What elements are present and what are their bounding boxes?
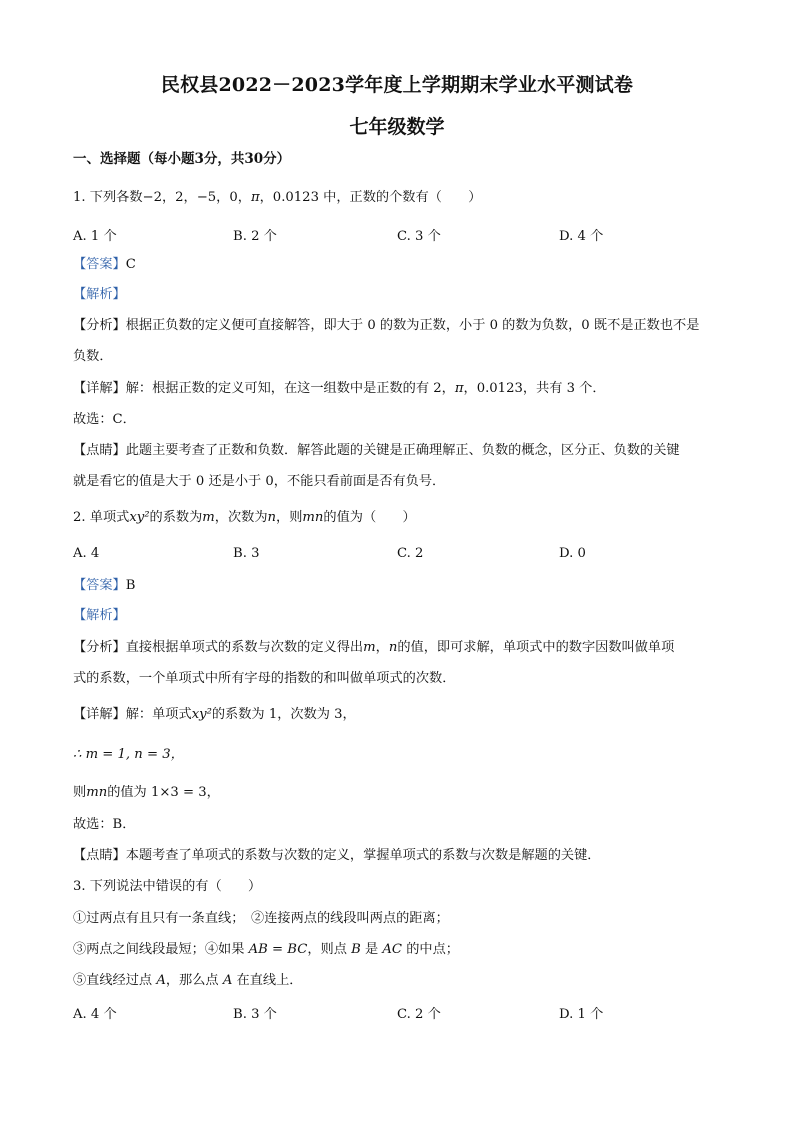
- question-text: 的系数为: [149, 510, 203, 525]
- point-b: B: [351, 942, 361, 957]
- statement-text: ⑤直线经过点: [73, 973, 157, 988]
- answer-line: [73, 577, 135, 595]
- option-a: A. 4 个: [73, 1007, 117, 1022]
- question-text: ，则: [276, 510, 303, 525]
- xiangjie-text: ，0.0123，共有 3 个．: [463, 381, 606, 396]
- xiangjie-text: 的系数为 1，次数为 3，: [211, 707, 356, 722]
- statement-line-1: ①过两点有且只有一条直线； ②连接两点的线段叫两点的距离；: [73, 911, 449, 926]
- question-text: 的值为（ ）: [323, 510, 416, 525]
- result-text: 的值为 1×3 = 3，: [107, 785, 220, 800]
- pi-symbol: π: [454, 381, 464, 396]
- fenxi-text: ，: [375, 640, 389, 655]
- answer-line: [73, 256, 136, 274]
- fenxi-line-2: 式的系数，一个单项式中所有字母的指数的和叫做单项式的次数．: [73, 671, 456, 686]
- question-text: ，0.0123 中，正数的个数有（ ）: [259, 190, 482, 205]
- dianjing-text: 本题考查了单项式的系数与次数的定义，掌握单项式的系数与次数是解题的关键．: [125, 848, 601, 863]
- var-n: n: [267, 510, 277, 525]
- option-a: A. 1 个: [73, 229, 117, 244]
- statement-text: ，那么点: [165, 973, 223, 988]
- dianjing-line: [73, 442, 680, 460]
- option-d: D. 0: [559, 546, 586, 561]
- result-text: 则: [73, 785, 87, 800]
- result-line: [73, 784, 220, 802]
- xiangjie-line: [73, 706, 356, 724]
- option-c: C. 2: [397, 546, 424, 561]
- dianjing-line: [73, 847, 601, 865]
- point-a: A: [222, 973, 233, 988]
- fenxi-line: [73, 639, 674, 657]
- choose-line: 故选：C．: [73, 412, 136, 427]
- xiangjie-tag: 【详解】: [73, 381, 126, 396]
- pi-symbol: π: [250, 190, 260, 205]
- option-c: C. 3 个: [397, 229, 441, 244]
- monomial: xy²: [129, 510, 150, 525]
- segment-ac: AC: [382, 942, 402, 957]
- answer-tag: 【答案】: [73, 257, 126, 272]
- question-1-stem: [73, 189, 481, 207]
- answer-value: B: [125, 578, 136, 593]
- xiangjie-tag: 【详解】: [73, 707, 126, 722]
- fenxi-line-2: 负数．: [73, 349, 113, 364]
- var-n: n: [388, 640, 398, 655]
- monomial: xy²: [191, 707, 212, 722]
- xiangjie-text: 解：单项式: [125, 707, 192, 722]
- question-2-stem: [73, 509, 416, 527]
- number-list: −2，2，−5，0，: [142, 190, 251, 205]
- fenxi-text: 的值，即可求解，单项式中的数字因数叫做单项: [397, 640, 675, 655]
- option-c: C. 2 个: [397, 1007, 441, 1022]
- option-b: B. 3: [233, 546, 260, 561]
- statement-text: ③两点之间线段最短；④如果: [73, 942, 249, 957]
- dianjing-text: 此题主要考查了正数和负数．解答此题的关键是正确理解正、负数的概念，区分正、负数的关键: [125, 443, 680, 458]
- analysis-line: [73, 286, 126, 304]
- fenxi-text: 直接根据单项式的系数与次数的定义得出: [125, 640, 364, 655]
- option-a: A. 4: [73, 546, 100, 561]
- therefore-line: ∴ m = 1, n = 3，: [73, 747, 184, 762]
- point-a: A: [156, 973, 166, 988]
- answer-tag: 【答案】: [73, 578, 126, 593]
- fenxi-tag: 【分析】: [73, 318, 126, 333]
- question-text: 1. 下列各数: [73, 190, 143, 205]
- fenxi-tag: 【分析】: [73, 640, 126, 655]
- xiangjie-line: [73, 380, 606, 398]
- page-subtitle: 七年级数学: [349, 116, 445, 138]
- statement-line-3: [73, 972, 302, 990]
- xiangjie-text: 解：根据正数的定义可知，在这一组数中是正数的有 2，: [125, 381, 455, 396]
- answer-value: C: [125, 257, 136, 272]
- analysis-line: [73, 607, 126, 625]
- page-title: 民权县2022－2023学年度上学期期末学业水平测试卷: [160, 74, 634, 96]
- analysis-tag: 【解析】: [73, 287, 126, 302]
- option-d: D. 1 个: [559, 1007, 604, 1022]
- choose-line: 故选：B．: [73, 817, 136, 832]
- option-b: B. 2 个: [233, 229, 277, 244]
- var-m: m: [363, 640, 376, 655]
- dianjing-line-2: 就是看它的值是大于 0 还是小于 0，不能只看前面是否有负号．: [73, 474, 446, 489]
- statement-text: 在直线上．: [232, 973, 303, 988]
- statement-line-2: [73, 941, 459, 959]
- equation: AB = BC: [248, 942, 308, 957]
- dianjing-tag: 【点睛】: [73, 848, 126, 863]
- fenxi-text: 根据正负数的定义便可直接解答，即大于 0 的数为正数，小于 0 的数为负数，0 既不是正数也不是: [125, 318, 700, 333]
- option-d: D. 4 个: [559, 229, 604, 244]
- statement-text: 是: [360, 942, 383, 957]
- question-3-stem: 3. 下列说法中错误的有（ ）: [73, 879, 262, 894]
- var-m: m: [202, 510, 215, 525]
- section-heading: 一、选择题（每小题3分，共30分）: [73, 151, 291, 167]
- dianjing-tag: 【点睛】: [73, 443, 126, 458]
- statement-text: 的中点；: [402, 942, 459, 957]
- question-text: 2. 单项式: [73, 510, 130, 525]
- var-mn: mn: [302, 510, 324, 525]
- statement-text: ，则点: [307, 942, 352, 957]
- analysis-tag: 【解析】: [73, 608, 126, 623]
- option-b: B. 3 个: [233, 1007, 277, 1022]
- var-mn: mn: [86, 785, 108, 800]
- fenxi-line: [73, 317, 699, 335]
- question-text: ，次数为: [214, 510, 268, 525]
